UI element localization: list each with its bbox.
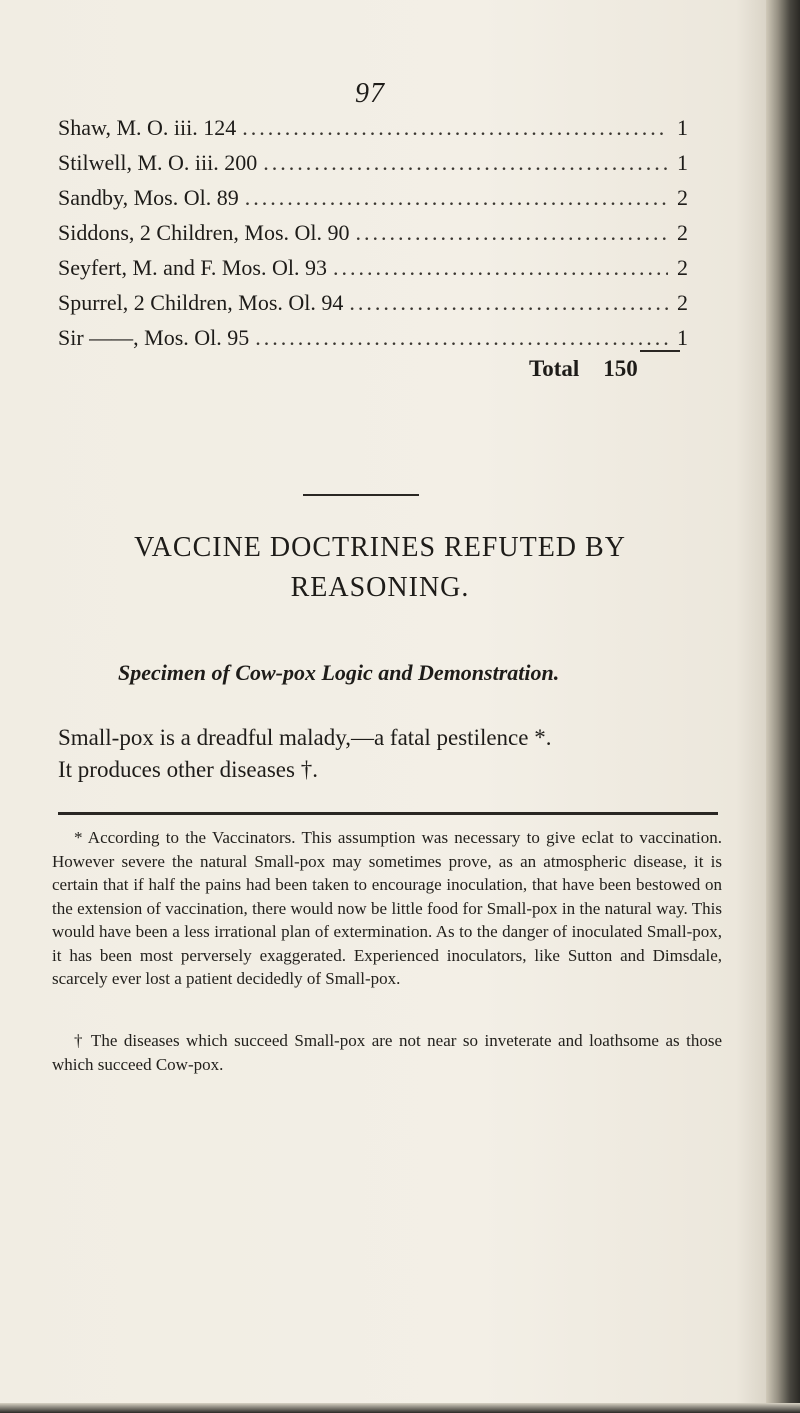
list-item bbox=[58, 255, 688, 290]
page-edge-shadow bbox=[766, 0, 800, 1413]
entry-name: Siddons, 2 Children, Mos. Ol. 90 bbox=[58, 220, 350, 245]
entry-name: Sir ——, Mos. Ol. 95 bbox=[58, 325, 250, 350]
list-item bbox=[58, 220, 688, 255]
section-subtitle: Specimen of Cow-pox Logic and Demonstration. bbox=[118, 660, 560, 685]
list-item bbox=[58, 150, 688, 185]
entry-name: Spurrel, 2 Children, Mos. Ol. 94 bbox=[58, 290, 344, 315]
total-row bbox=[529, 356, 638, 382]
list-item bbox=[58, 115, 688, 150]
footnote-divider bbox=[58, 812, 718, 815]
dot-leader bbox=[333, 255, 668, 281]
page-bottom-edge bbox=[0, 1403, 800, 1413]
body-line-2: It produces other diseases †. bbox=[58, 757, 318, 782]
footnote-2: † The diseases which succeed Small-pox are not near so inveterate and loathsome as those which succeed Cow-pox. bbox=[52, 1031, 722, 1074]
entry-count: 2 bbox=[677, 255, 688, 280]
entry-count: 1 bbox=[677, 150, 688, 175]
section-divider bbox=[303, 494, 419, 496]
entry-name: Shaw, M. O. iii. 124 bbox=[58, 115, 237, 140]
heading-line-1: VACCINE DOCTRINES REFUTED BY bbox=[134, 532, 626, 563]
entry-count: 2 bbox=[677, 220, 688, 245]
entry-count: 2 bbox=[677, 290, 688, 315]
section-heading bbox=[60, 528, 700, 608]
dot-leader bbox=[349, 290, 668, 316]
dot-leader bbox=[242, 115, 668, 141]
dot-leader bbox=[356, 220, 668, 246]
entry-name: Sandby, Mos. Ol. 89 bbox=[58, 185, 239, 210]
page-number: 97 bbox=[355, 78, 385, 109]
body-line-1: Small-pox is a dreadful malady,—a fatal pestilence *. bbox=[58, 725, 552, 750]
footnote-1: * According to the Vaccinators. This assumption was necessary to give eclat to vaccination. However severe the natural Small-pox may sometimes prove, as an atmospheric disease, it is certain that if half the pains had been taken to encourage inoculation, that have been bestowed on the extension of vaccination, there would now be little food for Small-pox in the natural way. This would have been a less irrational plan of extermination. As to the danger of inoculated Small-pox, it has been most perversely exaggerated. Experienced inoculators, like Sutton and Dimsdale, scarcely ever lost a patient decidedly of Small-pox. bbox=[52, 828, 722, 988]
body-text bbox=[58, 722, 718, 786]
total-rule bbox=[640, 350, 680, 352]
total-value: 150 bbox=[603, 356, 638, 381]
entry-count: 1 bbox=[677, 325, 688, 350]
list-item bbox=[58, 325, 688, 360]
total-label: Total bbox=[529, 356, 580, 381]
entry-count: 1 bbox=[677, 115, 688, 140]
entry-count: 2 bbox=[677, 185, 688, 210]
dot-leader bbox=[263, 150, 668, 176]
entry-name: Seyfert, M. and F. Mos. Ol. 93 bbox=[58, 255, 327, 280]
heading-line-2: REASONING. bbox=[290, 572, 470, 603]
subscriber-list bbox=[58, 115, 688, 360]
dot-leader bbox=[245, 185, 668, 211]
dot-leader bbox=[255, 325, 668, 351]
entry-name: Stilwell, M. O. iii. 200 bbox=[58, 150, 258, 175]
list-item bbox=[58, 290, 688, 325]
list-item bbox=[58, 185, 688, 220]
